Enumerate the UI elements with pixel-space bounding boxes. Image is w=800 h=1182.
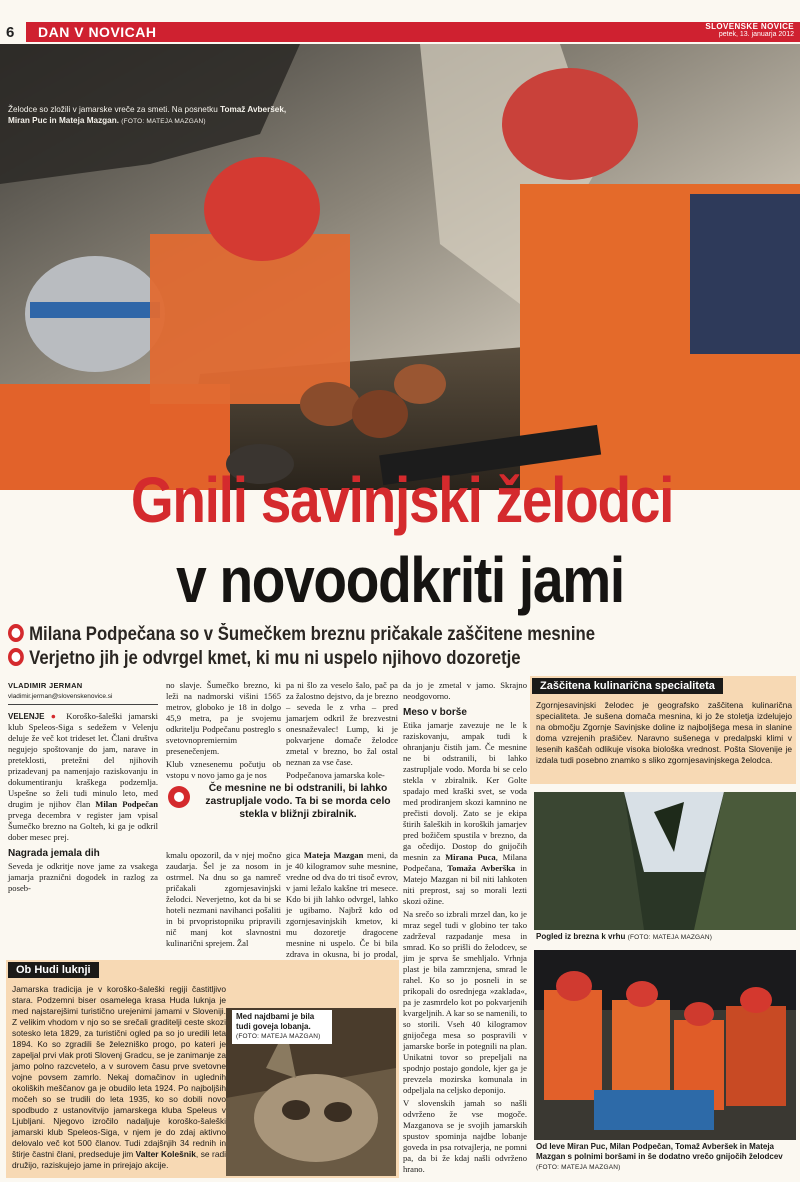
page-header <box>0 0 800 48</box>
bullet-icon <box>8 648 24 666</box>
author-email: vladimir.jerman@slovenskenovice.si <box>8 691 158 705</box>
subhead-nagrada: Nagrada jemala dih <box>8 848 100 859</box>
dateline: VELENJE <box>8 712 45 721</box>
hero-photo <box>0 44 800 490</box>
newspaper-name: SLOVENSKE NOVICE <box>705 22 794 31</box>
hero-caption: Želodce so zložili v jamarske vreče za smeti. Na posnetku Tomaž Avberšek, Miran Puc in Mateja Mazgan. (FOTO: MATEJA MAZGAN) <box>8 105 287 125</box>
headline-line1: Gnili savinjski želodci <box>130 464 674 536</box>
subhead-2: Verjetno jih je odvrgel kmet, ki mu ni uspelo njihovo dozoretje <box>8 648 703 670</box>
photo-brezno <box>534 792 796 930</box>
brezno-caption: Pogled iz brezna k vrhu (FOTO: MATEJA MAZGAN) <box>536 932 713 941</box>
box-text-specialiteta: Zgornjesavinjski želodec je geografsko zaščitena kulinarična specialiteta. Je sušena domača mesnina, ki jo že stoletja izdelujejo na območju Zgornje Savinjske doline iz najboljšega mesa in slanine doma vzrejenih prašičev. Naravno sušenega v predalpski klimi v lesenih kaščah odlikuje visoka biološka vrednost. Pošta Slovenije je izdala tudi posebno znamko s sliko zgornjesavinjskega želodca. <box>536 700 792 765</box>
article-column-4: da jo je zmetal v jamo. Skrajno neodgovorno. Meso v borše Etika jamarje zavezuje ne le k raziskovanju, ampak tudi k ohranjanju čistih jam. Če mesnine ne bi odstranili, bi lahko zastrupljale vodo. Morda bi se celo stekla v zbiralnik. Ker Golte spadajo med kraški svet, se voda med prodiranjem skozi kamnino ne prečisti dovolj. Zato se je ekipa štirih šaleških in koroških jamarjev pred božičem spustila v brezno, da ga očedijo. Dostop do gnijočih mesnin za Mirana Puca, Milana Podpečana, Tomaža Avberška in Matejo Mazgan ni bil niti lahkoten niti preprost, saj so morali lezti skozi ožine. Na srečo so izbrali mrzel dan, ko je mraz segel tudi v globino ter tako zadrževal razpadanje mesa in smrad. Ko so prišli do želodcev, se jim je sprva še smehljalo. Vrhnja plast je bila zamrznjena, smrad le rahel. Ko so jo posneli in se prikopali do osrednjega »zaklada«, pa je zasmrdelo kot po pokvarjenih kvargeljnih. A kar so se namenili, to so storili. Vseh 40 kilogramov gnijočega mesa so pospravili v jamarske borše in potegnili na plan. Unikatni tovor so prepeljali na spodnjo postajo gondole, kjer ga je prevzela mozirska komunala in odpeljala na celjsko deponijo. V slovenskih jamah so našli odvrženo že vse mogoče. Mazganova se je svojih jamarskih spustov spominja najdbe lobanje goveda in psa rotvajlerja, ne pomni pa, da bi že kdaj našli odvrženo hrano. <box>403 680 527 1174</box>
section-title: DAN V NOVICAH <box>38 24 157 40</box>
quote-marker-icon <box>168 786 190 808</box>
article-column-1: VLADIMIR JERMAN vladimir.jerman@slovenskenovice.si VELENJE ● Koroško-šaleški jamarski klub Speleos-Siga s sedežem v Velenju deluje že več kot trideset let. Člani društva negujejo spoštovanje do jam, narave in preteklosti, pretežni del njihovih prizadevanj pa namenjajo raziskovanju in dokumentiranju kraškega podzemlja. Uspešne so želi tudi minulo leto, med drugim je njihov član Milan Podpečan prvega decembra v register jam vpisal Šumečko brezno na Golteh, ki ga je odkril dober mesec prej. Nagrada jemala dih Seveda je odkritje nove jame za vsakega jamarja praznični dogodek in razlog za poseb- <box>8 681 159 893</box>
article-column-3-top: pa ni šlo za veselo šalo, pač pa za žalostno dejstvo, da je brezno – seveda le z vrha – pred jamarjem odkril že brezvestni onesnaževalec! Lump, ki je pokvarjene domače želodce zmetal v brezno, bo žal ostal neznan za vse čase. Podpečanova jamarska kole- <box>286 680 398 780</box>
skull-caption: Med najdbami je bila tudi goveja lobanja. (FOTO: MATEJA MAZGAN) <box>232 1010 332 1044</box>
article-column-2-bottom: kmalu opozoril, da v njej močno zaudarja. Šel je za nosom in ostrmel. Na dnu so ga namreč pričakali zgornjesavinjski želodci. Neverjetno, kot da bi se hoteli nezmani navihanci pošaliti in bi prvopristopniku pripravili nič manj kot slavnostni kulinarični sprejem. Žal <box>166 850 281 948</box>
subhead-meso: Meso v borše <box>403 707 467 718</box>
box-text-hudi: Jamarska tradicija je v koroško-šaleški regiji častitljivo stara. Podzemni biser osamelega krasa Huda luknja je med najstarejšimi turistično urejenimi jamami v Sloveniji. Z velikim vhodom v njo so se srečali graditelji ceste skozi sotesko leta 1829, za turistični ogled pa so jo uredili leta 1894. Ko so zgradili še železniško progo, po kateri je zapeljal prvi vlak proti Slovenj Gradcu, se je zanimanje za jamo polno razcvetelo, a v surovem času prve svetovne vojne povsem zamrlo. Nekaj domačinov in uglednih okoliških meščanov ga je obudilo leta 1924. Po najboljših močeh so se trudili do leta 1935, ko so dobili novo spodbudo z ustanovitvijo jamarskega kluba Speleus v Ljubljani. Njegovo izročilo nadaljuje koroško-šaleški jamarski klub Speleos-Siga, v njem je do zdaj aktivno delovalo več kot 500 članov. Tudi zdajšnjih 34 rednih in štirje častni člani, predseduje jim Valter Kolešnik, se radi družijo, raziskujejo jame in prirejajo akcije. <box>12 984 226 1170</box>
box-title-hudi: Ob Hudi luknji <box>8 962 99 978</box>
pull-quote: Če mesnine ne bi odstranili, bi lahko zastrupljale vodo. Ta bi se morda celo stekla v bližnji zbiralnik. <box>205 783 391 820</box>
issue-date: petek, 13. januarja 2012 <box>718 31 794 38</box>
bullet-icon <box>8 624 24 642</box>
box-title-specialiteta: Zaščitena kulinarična specialiteta <box>532 678 723 694</box>
page-number: 6 <box>6 24 15 41</box>
author-name: VLADIMIR JERMAN <box>8 681 83 690</box>
photo-team <box>534 950 796 1140</box>
masthead <box>705 22 794 38</box>
headline-line2: v novoodkriti jami <box>176 544 624 616</box>
article-column-3-bottom: gica Mateja Mazgan meni, da je 40 kilogramov suhe mesnine, vredne od dva do tri tisoč evrov, v jami ležalo kakšne tri mesece. Kdo bi jih lahko odvrgel, lahko je ugibamo. Najbrž kdo od zgornjesavinjskih kmetov, ki mu dozoretje dragocene mesnine ni uspelo. Če bi bila zdrava in okusna, bi jo prodal, <box>286 850 398 959</box>
article-column-2-top: no slavje. Šumečko brezno, ki leži na nadmorski višini 1565 metrov, globoko je 18 in dolgo 45,9 metra, pa je svojemu odkritelju Podpečanu postreglo s svetovnopremiernim presenečenjem. Klub vznesenemu počutju ob vstopu v novo jamo ga je nos <box>166 680 281 780</box>
subhead-1: Milana Podpečana so v Šumečkem breznu pričakale zaščitene mesnine <box>8 624 703 646</box>
team-caption: Od leve Miran Puc, Milan Podpečan, Tomaž Avberšek in Mateja Mazgan s polnimi boršami in še dodatno vrečo gnijočih želodcev (FOTO: MATEJA MAZGAN) <box>536 1142 783 1171</box>
